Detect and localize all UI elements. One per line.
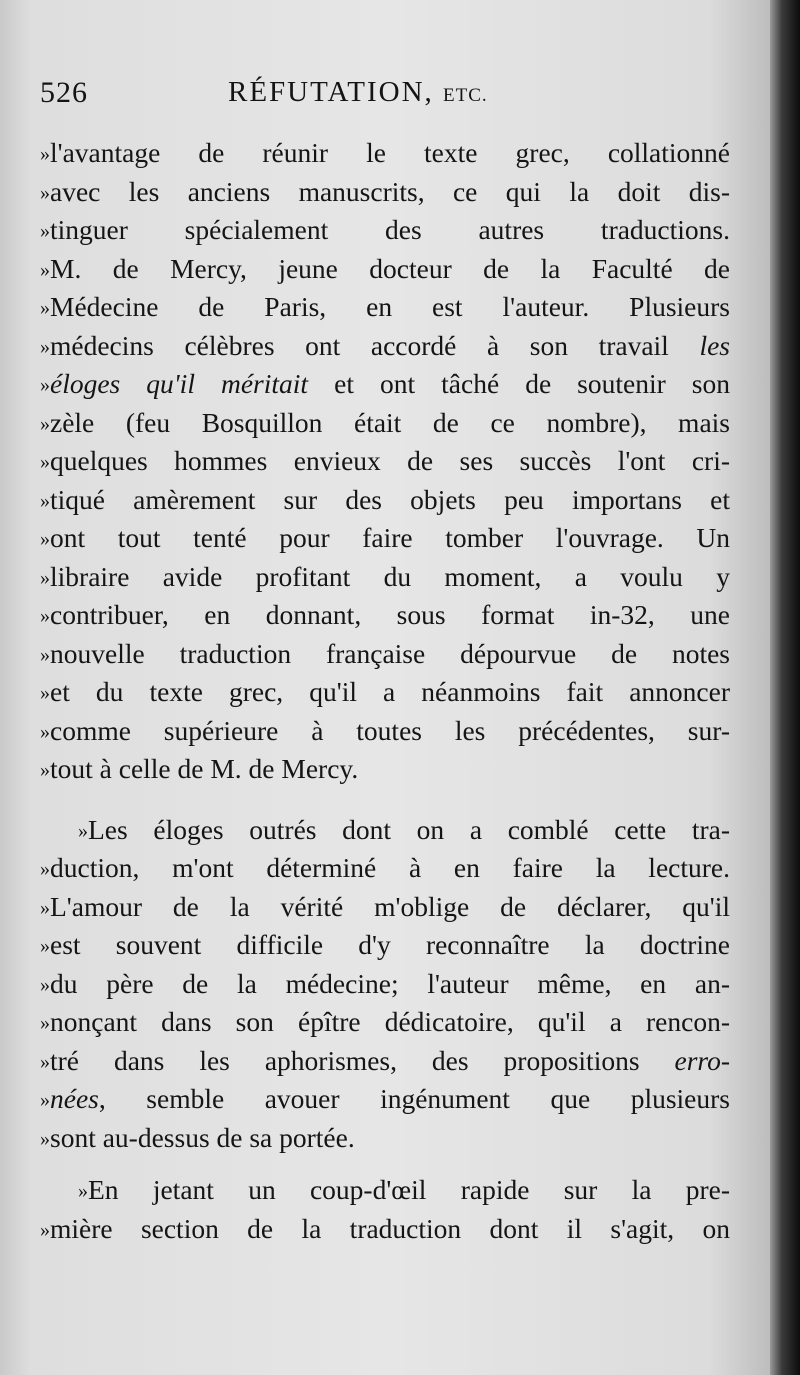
text-line: »zèle (feu Bosquillon était de ce nombre), mais bbox=[40, 406, 730, 438]
text-line: »mière section de la traduction dont il s'agit, on bbox=[40, 1212, 730, 1244]
page-header bbox=[40, 76, 730, 126]
text-line: »duction, m'ont déterminé à en faire la lecture. bbox=[40, 852, 730, 883]
text-line: »tinguer spécialement des autres traductions. bbox=[40, 214, 730, 245]
text-line: »sont au-dessus de sa portée. bbox=[40, 1121, 355, 1153]
text-line: »éloges qu'il méritait et ont tâché de soutenir son bbox=[40, 368, 730, 399]
italic-text: qu'il méritait bbox=[146, 368, 309, 399]
text-line: »Les éloges outrés dont on a comblé cette tra- bbox=[78, 813, 730, 845]
text-line: »médecins célèbres ont accordé à son travail les bbox=[40, 329, 730, 361]
paragraph bbox=[40, 1171, 730, 1248]
page-number: 526 bbox=[40, 76, 88, 109]
text-line: »contribuer, en donnant, sous format in-32, une bbox=[40, 599, 730, 630]
text-line: »nonçant dans son épître dédicatoire, qu'il a rencon- bbox=[40, 1006, 730, 1037]
text-line: »comme supérieure à toutes les précédentes, sur- bbox=[40, 714, 730, 746]
text-line: »et du texte grec, qu'il a néanmoins fait annoncer bbox=[40, 676, 730, 707]
page-edge-shadow bbox=[770, 0, 800, 1375]
text-line: »l'avantage de réunir le texte grec, collationné bbox=[40, 137, 730, 168]
text-line: »est souvent difficile d'y reconnaître la doctrine bbox=[40, 929, 730, 960]
paragraph bbox=[40, 134, 730, 789]
body-text bbox=[40, 134, 730, 1248]
text-line: »tout à celle de M. de Mercy. bbox=[40, 753, 359, 784]
text-line: »L'amour de la vérité m'oblige de déclarer, qu'il bbox=[40, 890, 730, 922]
text-line: »ont tout tenté pour faire tomber l'ouvrage. Un bbox=[40, 522, 730, 553]
paragraph bbox=[40, 811, 730, 1158]
text-line: »nouvelle traduction française dépourvue de notes bbox=[40, 637, 730, 669]
running-title bbox=[228, 76, 488, 109]
text-line: »avec les anciens manuscrits, ce qui la doit dis- bbox=[40, 175, 730, 207]
text-line: »En jetant un coup-d'œil rapide sur la pre- bbox=[78, 1174, 730, 1205]
text-line: »du père de la médecine; l'auteur même, en an- bbox=[40, 967, 730, 999]
text-line: »quelques hommes envieux de ses succès l'ont cri- bbox=[40, 445, 730, 476]
running-title-main: RÉFUTATION, bbox=[228, 76, 434, 108]
text-line: »nées, semble avouer ingénument que plusieurs bbox=[40, 1083, 730, 1114]
text-line: »libraire avide profitant du moment, a voulu y bbox=[40, 560, 730, 592]
text-line: »tré dans les aphorismes, des propositions erro- bbox=[40, 1044, 730, 1076]
running-title-suffix: ETC. bbox=[443, 85, 488, 106]
text-line: »tiqué amèrement sur des objets peu importans et bbox=[40, 483, 730, 515]
italic-text: éloges bbox=[50, 368, 121, 399]
italic-text: erro- bbox=[674, 1044, 730, 1076]
italic-text: nées bbox=[50, 1083, 99, 1114]
text-line: »M. de Mercy, jeune docteur de la Faculté de bbox=[40, 252, 730, 284]
text-line: »Médecine de Paris, en est l'auteur. Plusieurs bbox=[40, 291, 730, 322]
italic-text: les bbox=[699, 329, 730, 361]
